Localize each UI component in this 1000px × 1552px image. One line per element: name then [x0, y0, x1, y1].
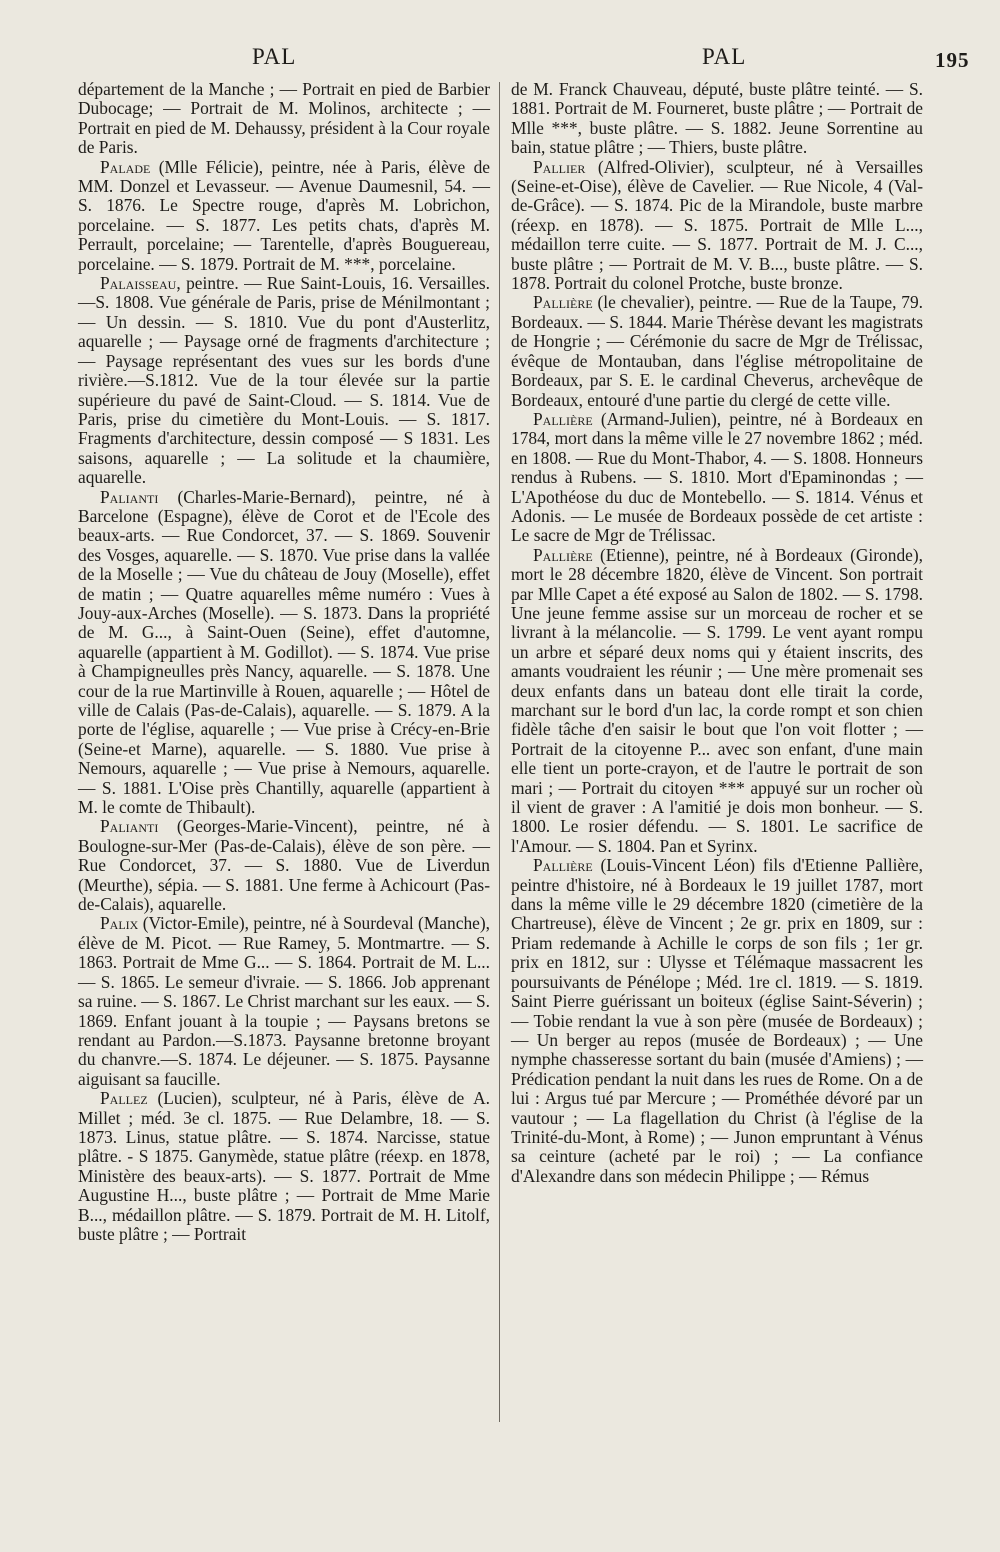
right-running-title: PAL	[702, 44, 747, 69]
entry-text: (Charles-Marie-Bernard), peintre, né à Barcelone (Espagne), élève de Corot et de l'Ecole des beaux-arts. — Rue Condorcet, 37. — S. 1869. Souvenir des Vosges, aquarelle. — S. 1870. Vue prise dans la vallée de la Moselle ; — Vue du château de Jouy (Moselle), effet de matin ; — Quatre aquarelles même numéro : Vues à Jouy-aux-Arches (Moselle). — S. 1873. Dans la propriété de M. G..., à Saint-Ouen (Seine), effet d'automne, aquarelle (appartient à M. Godillot). — S. 1874. Vue prise à Champigneulles près Nancy, aquarelle. — S. 1878. Une cour de la rue Martinville à Rouen, aquarelle ; — Hôtel de ville de Calais (Pas-de-Calais), aquarelle. — S. 1879. A la porte de l'église, aquarelle ; — Vue prise à Crécy-en-Brie (Seine-et Marne), aquarelle. — S. 1880. Vue prise à Nemours, aquarelle ; — Vue prise à Nemours, aquarelle. — S. 1881. L'Oise près Chantilly, aquarelle (appartient à M. le comte de Thibault).	[78, 486, 490, 818]
entry-text: (Georges-Marie-Vincent), peintre, né à Boulogne-sur-Mer (Pas-de-Calais), élève de son père. — Rue Condorcet, 37. — S. 1880. Vue de Liverdun (Meurthe), sépia. — S. 1881. Une ferme à Achicourt (Pas-de-Calais), aquarelle.	[78, 816, 490, 915]
entry-name: Palianti	[100, 816, 159, 837]
entry-text: (Victor-Emile), peintre, né à Sourdeval (Manche), élève de M. Picot. — Rue Ramey, 5. Montmartre. — S. 1863. Portrait de Mme G... — S. 1864. Portrait de M. L... — S. 1865. Le semeur d'ivraie. — S. 1866. Job apprenant sa ruine. — S. 1867. Le Christ marchant sur les eaux. — S. 1869. Enfant jouant à la toupie ; — Paysans bretons se rendant au Pardon.—S.1873. Paysanne bretonne broyant du chanvre.—S. 1874. Le déjeuner. — S. 1875. Paysanne aiguisant sa faucille.	[78, 913, 490, 1089]
right-column	[511, 80, 923, 1186]
dictionary-entry	[511, 410, 923, 546]
dictionary-entry	[78, 158, 490, 274]
running-header	[0, 44, 1000, 74]
dictionary-entry	[511, 158, 923, 294]
entry-text: département de la Manche ; — Portrait en pied de Barbier Dubocage; — Portrait de M. Molinos, architecte ; — Portrait en pied de M. Dehaussy, président à la Cour royale de Paris.	[78, 79, 490, 158]
entry-name: Pallière	[533, 292, 593, 313]
entry-name: Palianti	[100, 486, 159, 507]
left-column	[78, 80, 490, 1244]
page-number: 195	[935, 48, 970, 72]
entry-text: (Alfred-Olivier), sculpteur, né à Versailles (Seine-et-Oise), élève de Cavelier. — Rue Nicole, 4 (Val-de-Grâce). — S. 1874. Pic de la Mirandole, buste marbre (réexp. en 1878). — S. 1875. Portrait de Mlle L..., médaillon terre cuite. — S. 1877. Portrait de M. J. C..., buste plâtre ; — Portrait de M. V. B..., buste plâtre. — S. 1878. Portrait du colonel Protche, buste bronze.	[511, 156, 923, 294]
entry-name: Palaisseau	[100, 273, 177, 294]
entry-text: (Mlle Félicie), peintre, née à Paris, élève de MM. Donzel et Levasseur. — Avenue Daumesnil, 54. — S. 1876. Le Spectre rouge, d'après M. Lobrichon, porcelaine. — S. 1877. Les petits chats, d'après M. Perrault, porcelaine; — Tarentelle, d'après Bouguereau, porcelaine. — S. 1879. Portrait de M. ***, porcelaine.	[78, 156, 490, 274]
entry-text: (Etienne), peintre, né à Bordeaux (Gironde), mort le 28 décembre 1820, élève de Vincent. Son portrait par Mlle Capet a été exposé au Salon de 1802. — S. 1798. Une jeune femme assise sur un morceau de rocher et se livrant à la mélancolie. — S. 1799. Le vent ayant rompu un arbre et séparé deux noms qui y étaient inscrits, des amants voudraient les réunir ; — Une mère promenait ses deux enfants dans un bateau dont elle tirait la corde, marchant sur le bord d'un lac, la corde rompt et son chien fidèle tâche d'en saisir le bout que l'on voit flotter ; — Portrait de la citoyenne P... avec son enfant, d'une main elle tient un porte-crayon, et de l'autre le portrait de son mari ; — Portrait du citoyen *** appuyé sur un rocher où il vient de graver : A l'amitié je dois mon bonheur. — S. 1800. Le rosier défendu. — S. 1801. Le sacrifice de l'Amour. — S. 1804. Pan et Syrinx.	[511, 544, 923, 856]
dictionary-entry	[511, 546, 923, 857]
dictionary-entry	[78, 914, 490, 1089]
dictionary-entry	[78, 817, 490, 914]
left-running-title: PAL	[252, 44, 297, 69]
entry-name: Pallière	[533, 408, 593, 429]
entry-text: de M. Franck Chauveau, député, buste plâtre teinté. — S. 1881. Portrait de M. Fourneret, buste plâtre ; — Portrait de Mlle ***, buste plâtre. — S. 1882. Jeune Sorrentine au bain, statue plâtre ; — Thiers, buste plâtre.	[511, 79, 923, 158]
entry-name: Palix	[100, 913, 139, 934]
entry-text: (Louis-Vincent Léon) fils d'Etienne Pallière, peintre d'histoire, né à Bordeaux le 19 juillet 1787, mort dans la même ville le 29 décembre 1820 (cimetière de la Chartreuse), élève de Vincent ; 2e gr. prix en 1809, sur : Priam redemande à Achille le corps de son fils ; 1er gr. prix en 1812, sur : Ulysse et Télémaque massacrent les poursuivants de Pénélope ; Méd. 1re cl. 1819. — S. 1819. Saint Pierre guérissant un boiteux (église Saint-Séverin) ; — Tobie rendant la vue à son père (musée de Bordeaux) ; — Un berger au repos (musée de Bordeaux) ; — Une nymphe chasseresse sortant du bain (musée d'Amiens) ; — Prédication pendant la nuit dans les rues de Rome. On a de lui : Argus tué par Mercure ; — Prométhée dévoré par un vautour ; — La flagellation du Christ (à l'église de la Trinité-du-Mont, à Rome) ; — Junon empruntant à Vénus sa ceinture (acheté par le roi) ; — La confiance d'Alexandre dans son médecin Philippe ; — Rémus	[511, 855, 923, 1186]
column-divider	[499, 82, 500, 1422]
dictionary-entry	[78, 274, 490, 487]
dictionary-entry	[78, 80, 490, 158]
dictionary-entry	[78, 1089, 490, 1244]
entry-name: Pallière	[533, 855, 593, 876]
entry-text: (Lucien), sculpteur, né à Paris, élève de A. Millet ; méd. 3e cl. 1875. — Rue Delambre, 18. — S. 1873. Linus, statue plâtre. — S. 1874. Narcisse, statue plâtre. - S 1875. Ganymède, statue plâtre (réexp. en 1878, Ministère des beaux-arts). — S. 1877. Portrait de Mme Augustine H..., buste plâtre ; — Portrait de Mme Marie B..., médaillon plâtre. — S. 1879. Portrait de M. H. Litolf, buste plâtre ; — Portrait	[78, 1088, 490, 1244]
dictionary-entry	[78, 488, 490, 818]
entry-name: Pallez	[100, 1088, 148, 1109]
entry-name: Pallière	[533, 544, 593, 565]
dictionary-entry	[511, 293, 923, 409]
entry-text: (Armand-Julien), peintre, né à Bordeaux en 1784, mort dans la même ville le 27 novembre 1862 ; méd. en 1808. — Rue du Mont-Thabor, 4. — S. 1808. Honneurs rendus à Rubens. — S. 1810. Mort d'Epaminondas ; — L'Apothéose du duc de Montebello. — S. 1814. Vénus et Adonis. — Le musée de Bordeaux possède de cet artiste : Le sacre de Mgr de Trélissac.	[511, 408, 923, 546]
dictionary-entry	[511, 80, 923, 158]
entry-name: Pallier	[533, 156, 586, 177]
entry-name: Palade	[100, 156, 151, 177]
entry-text: , peintre. — Rue Saint-Louis, 16. Versailles. —S. 1808. Vue générale de Paris, prise de Ménilmontant ; — Un dessin. — S. 1810. Vue du pont d'Austerlitz, aquarelle ; — Paysage orné de fragments d'architecture ; — Paysage représentant des vues sur les bords d'une rivière.—S.1812. Vue de la tour élevée sur la partie supérieure du pavé de Saint-Cloud. — S. 1814. Vue de Paris, prise du cimetière du Mont-Louis. — S. 1817. Fragments d'architecture, dessin composé — S 1831. Les saisons, aquarelle ; — La solitude et la chaumière, aquarelle.	[78, 273, 490, 488]
entry-text: (le chevalier), peintre. — Rue de la Taupe, 79. Bordeaux. — S. 1844. Marie Thérèse devant les magistrats de Hongrie ; — Cérémonie du sacre de Mgr de Trélissac, évêque de Montauban, dans l'église métropolitaine de Bordeaux, par S. E. le cardinal Cheverus, archevêque de Bordeaux, entouré d'une partie du clergé de cette ville.	[511, 292, 923, 410]
dictionary-entry	[511, 856, 923, 1186]
